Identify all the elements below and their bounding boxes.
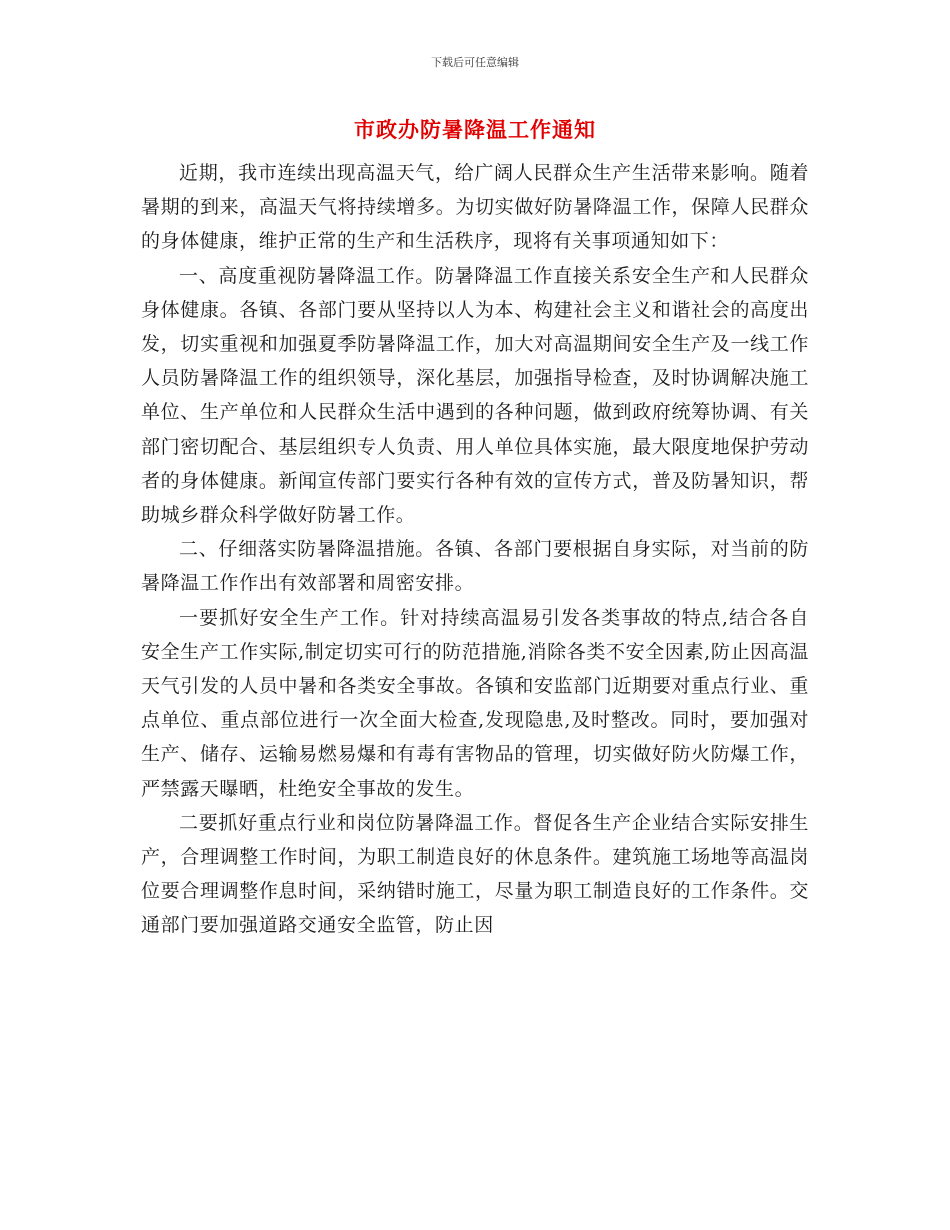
- paragraph-intro: 近期，我市连续出现高温天气，给广阔人民群众生产生活带来影响。随着暑期的到来，高温天气将持续增多。为切实做好防暑降温工作，保障人民群众的身体健康，维护正常的生产和生活秩序，现将有关事项通知如下：: [141, 162, 809, 253]
- document-body: [141, 156, 809, 943]
- paragraph-item-2: 二要抓好重点行业和岗位防暑降温工作。督促各生产企业结合实际安排生产，合理调整工作时间，为职工制造良好的休息条件。建筑施工场地等高温岗位要合理调整作息时间，采纳错时施工，尽量为职工制造良好的工作条件。交通部门要加强道路交通安全监管，防止因: [141, 811, 809, 937]
- paragraph-section-2: 二、仔细落实防暑降温措施。各镇、各部门要根据自身实际，对当前的防暑降温工作作出有效部署和周密安排。: [141, 538, 809, 595]
- paragraph-section-1: 一、高度重视防暑降温工作。防暑降温工作直接关系安全生产和人民群众身体健康。各镇、各部门要从坚持以人为本、构建社会主义和谐社会的高度出发，切实重视和加强夏季防暑降温工作，加大对高温期间安全生产及一线工作人员防暑降温工作的组织领导，深化基层，加强指导检查，及时协调解决施工单位、生产单位和人民群众生活中遇到的各种问题，做到政府统筹协调、有关部门密切配合、基层组织专人负责、用人单位具体实施，最大限度地保护劳动者的身体健康。新闻宣传部门要实行各种有效的宣传方式，普及防暑知识，帮助城乡群众科学做好防暑工作。: [141, 264, 809, 527]
- document-title: 市政办防暑降温工作通知: [354, 117, 596, 142]
- paragraph-item-1: 一要抓好安全生产工作。针对持续高温易引发各类事故的特点,结合各自安全生产工作实际,制定切实可行的防范措施,消除各类不安全因素,防止因高温天气引发的人员中暑和各类安全事故。各镇和安监部门近期要对重点行业、重点单位、重点部位进行一次全面大检查,发现隐患,及时整改。同时，要加强对生产、储存、运输易燃易爆和有毒有害物品的管理，切实做好防火防爆工作，严禁露天曝晒，杜绝安全事故的发生。: [141, 606, 809, 800]
- page-header-note: 下载后可任意编辑: [431, 56, 519, 69]
